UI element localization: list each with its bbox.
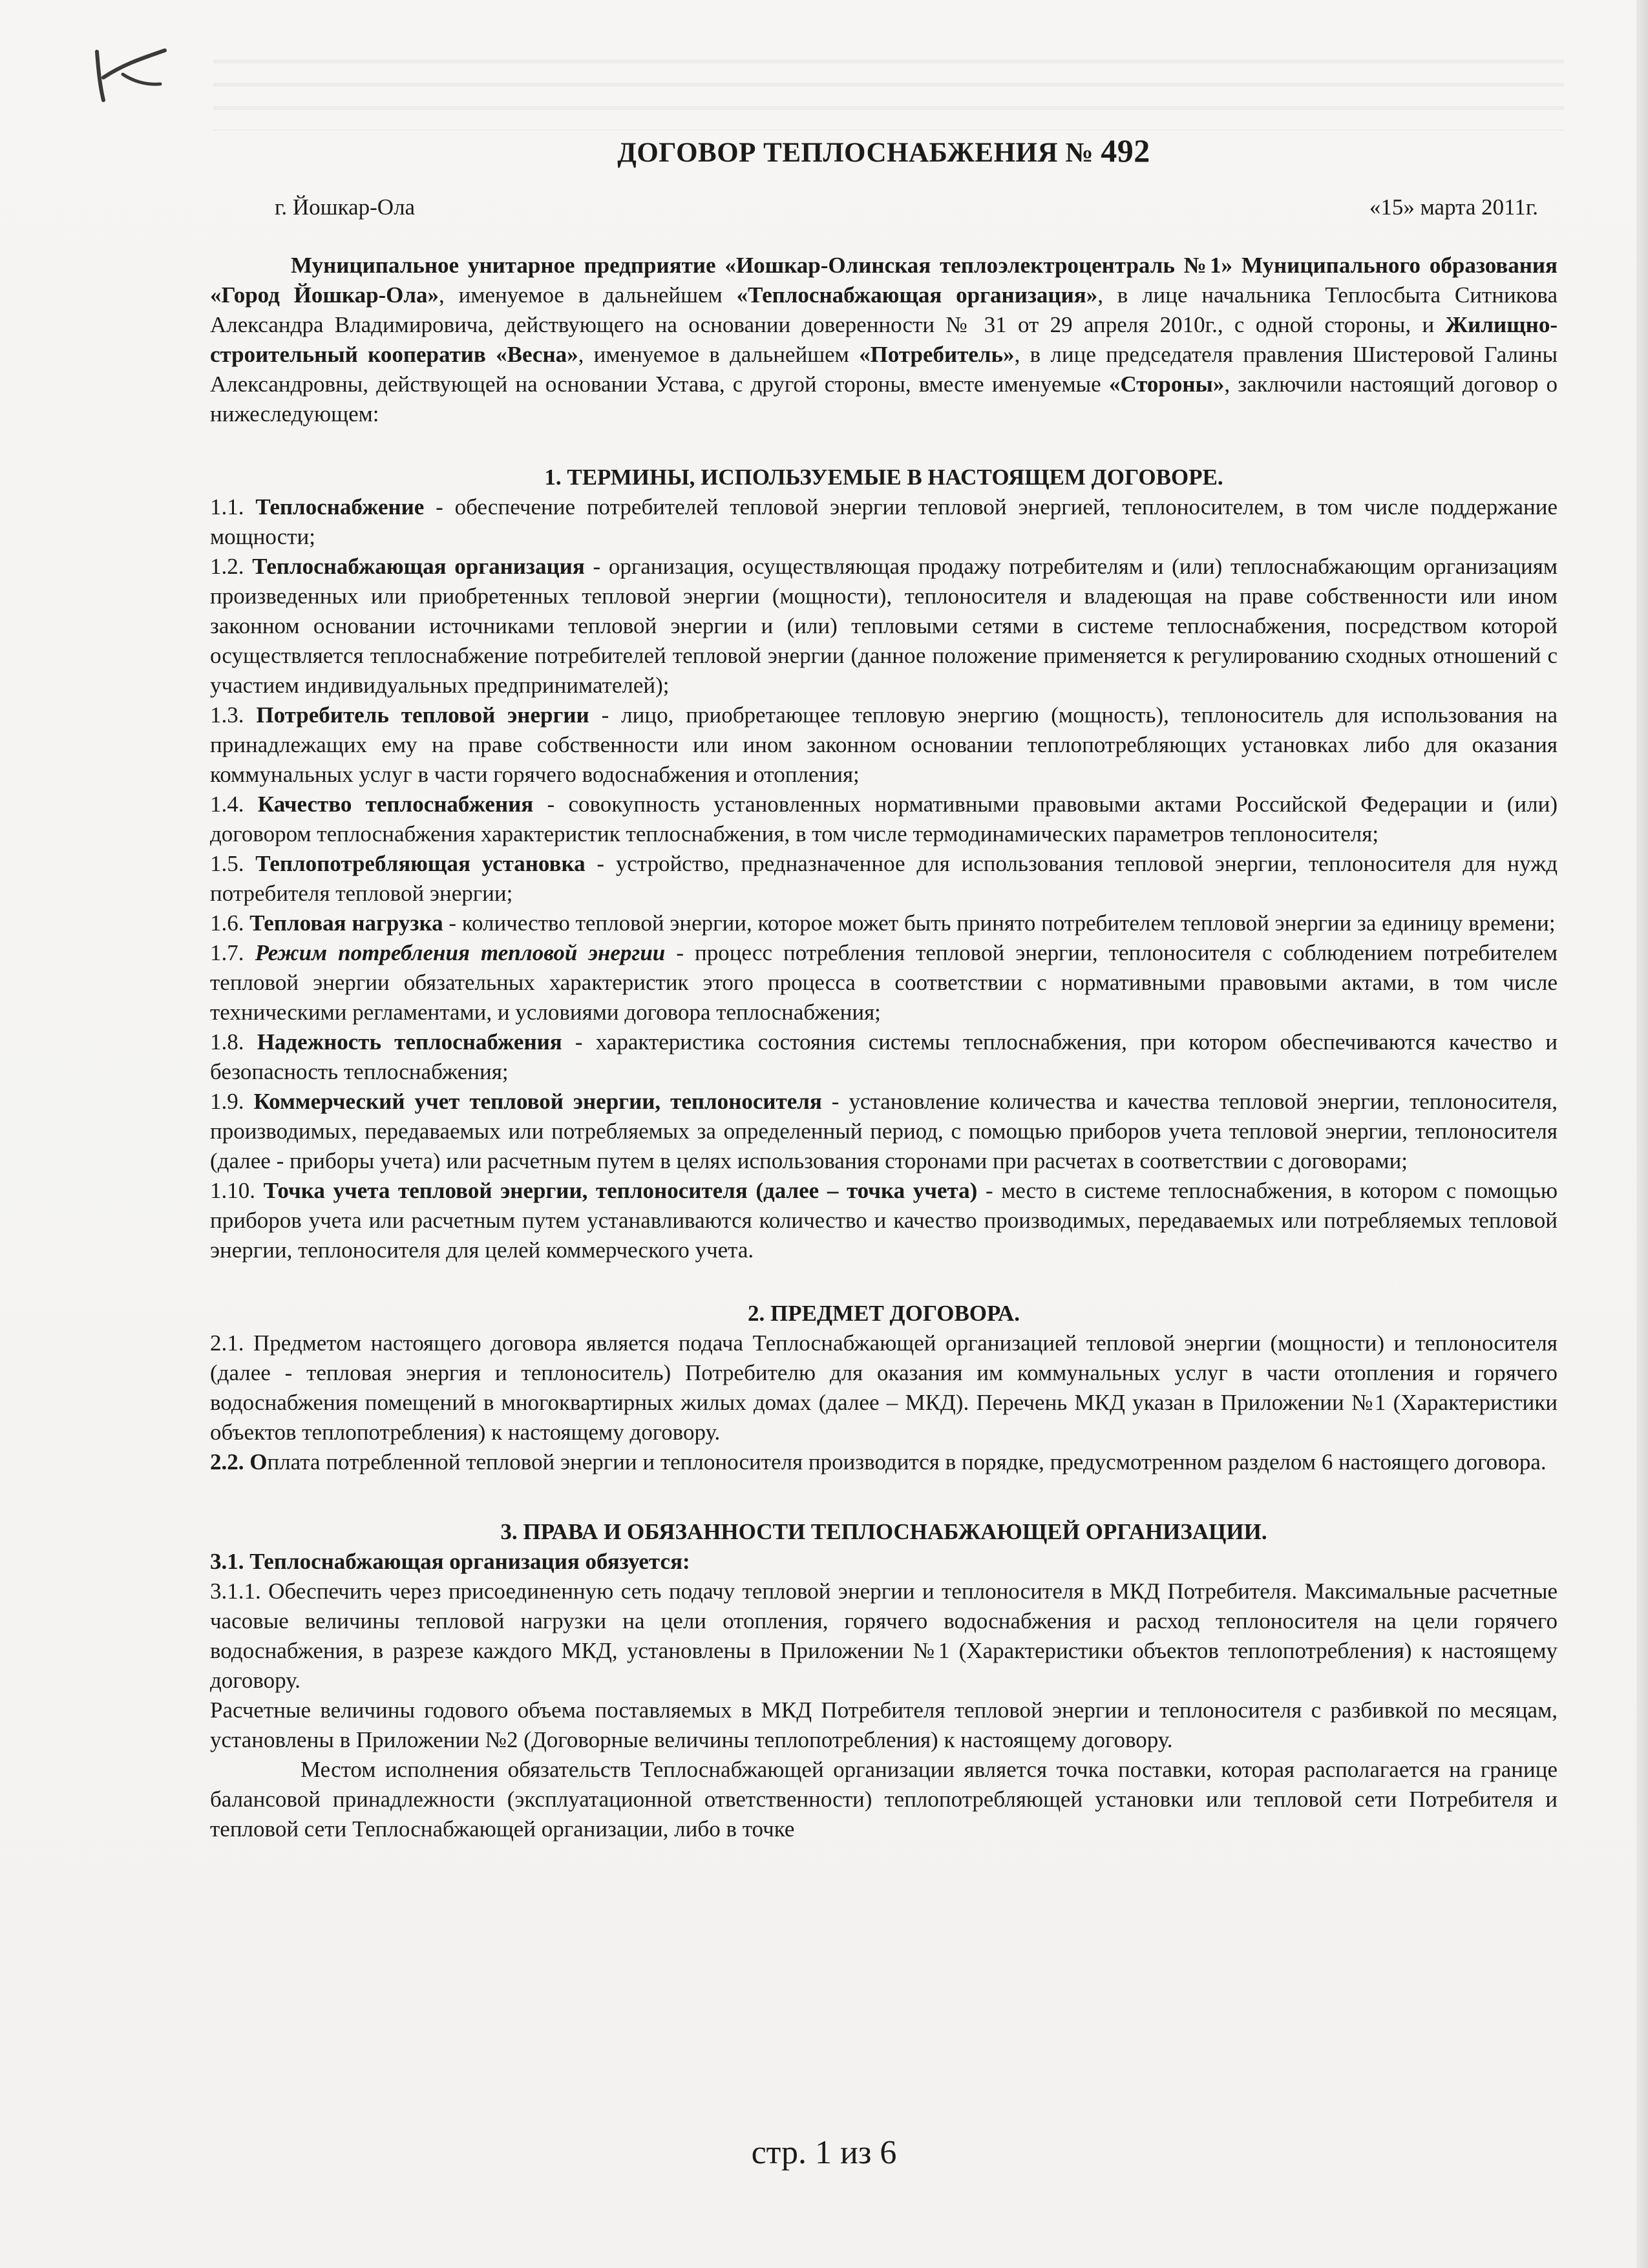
section-1-terms (210, 492, 1558, 1265)
clause-number: 2.1. (210, 1330, 244, 1356)
term-item (210, 552, 1558, 700)
term-item (210, 1176, 1558, 1265)
term-definition: - обеспечение потребителей тепловой энергии тепловой энергией, теплоносителем, в том числе поддержание мощности; (210, 494, 1558, 549)
clause-3-1-1: 3.1.1. Обеспечить через присоединенную сеть подачу тепловой энергии и теплоносителя в МКД Потребителя. Максимальные расчетные часовые величины тепловой нагрузки на цели отопления, горячего водоснабжения и расход теплоносителя на цели горячего водоснабжения, в разрезе каждого МКД, установлены в Приложении №1 (Характеристики объектов теплопотребления) к настоящему договору. (210, 1579, 1558, 1693)
term-item (210, 1027, 1558, 1087)
place-date-line (275, 193, 1538, 222)
preamble (210, 251, 1558, 429)
term-definition: - организация, осуществляющая продажу потребителям и (или) теплоснабжающим организациям произведенных или приобретенных тепловой энергии (мощности), теплоносителя и владеющая на праве собственности или ином законном основании источниками тепловой энергии и (или) тепловыми сетями в системе теплоснабжения, посредством которой осуществляется теплоснабжение потребителей тепловой энергии (данное положение применяется к регулированию сходных отношений с участием индивидуальных предпринимателей); (210, 554, 1558, 698)
preamble-text: , заключили настоящий договор о нижеследующем: (210, 372, 1558, 426)
party-2-name: Жилищно-строительный кооператив «Весна» (210, 312, 1558, 367)
handwritten-mark-icon (84, 39, 174, 110)
term-definition: - совокупность установленных нормативными правовыми актами Российской Федерации и (или) договором теплоснабжения характеристик теплоснабжения, в том числе термодинамических параметров теплоносителя; (210, 792, 1558, 846)
term-item (210, 908, 1558, 938)
section-3-heading: 3. ПРАВА И ОБЯЗАННОСТИ ТЕПЛОСНАБЖАЮЩЕЙ ОРГАНИЗАЦИИ. (500, 1519, 1267, 1544)
term-definition: - количество тепловой энергии, которое может быть принято потребителем тепловой энергии за единицу времени; (443, 910, 1556, 936)
clause-3-1-1-place: Местом исполнения обязательств Теплоснабжающей организации является точка поставки, которая располагается на границе балансовой принадлежности (эксплуатационной ответственности) теплопотребляющей установки или тепловой сети Потребителя и тепловой сети Теплоснабжающей организации, либо в точке (210, 1757, 1558, 1842)
clause-3-1-1-volumes: Расчетные величины годового объема поставляемых в МКД Потребителя тепловой энергии и теплоносителя с разбивкой по месяцам, установлены в Приложении №2 (Договорные величины теплопотребления) к настоящему договору. (210, 1697, 1558, 1752)
term-name: Потребитель тепловой энергии (256, 702, 589, 728)
term-number: 1.3. (210, 702, 257, 728)
term-definition: - характеристика состояния системы теплоснабжения, при котором обеспечиваются качество и безопасность теплоснабжения; (210, 1029, 1558, 1084)
term-definition: - лицо, приобретающее тепловую энергию (мощность), теплоноситель для использования на принадлежащих ему на праве собственности или ином законном основании теплопотребляющих установках либо для оказания коммунальных услуг в части горячего водоснабжения и отопления; (210, 702, 1558, 787)
term-item (210, 790, 1558, 849)
term-number: 1.4. (210, 792, 258, 817)
term-number: 1.8. (210, 1029, 257, 1055)
term-number: 1.7. (210, 940, 255, 965)
term-definition: - устройство, предназначенное для использования тепловой энергии, теплоносителя для нужд потребителя тепловой энергии; (210, 851, 1558, 906)
term-name: Теплоснабжающая организация (252, 554, 585, 579)
term-number: 1.1. (210, 494, 256, 520)
term-item (210, 849, 1558, 908)
term-number: 1.2. (210, 554, 253, 579)
preamble-text: , в лице начальника Теплосбыта Ситникова Александра Владимировича, действующего на основании доверенности № 31 от 29 апреля 2010г., с одной стороны, и (210, 282, 1558, 337)
term-number: 1.6. (210, 910, 250, 936)
page-footer: стр. 1 из 6 (751, 2134, 897, 2171)
term-number: 1.9. (210, 1089, 254, 1114)
term-definition: - установление количества и качества тепловой энергии, теплоносителя, производимых, передаваемых или потребляемых за определенный период, с помощью приборов учета тепловой энергии, теплоносителя (далее - приборы учета) или расчетным путем в целях использования сторонами при расчетах в соответствии с договорами; (210, 1089, 1558, 1173)
preamble-text: , в лице председателя правления Шистеровой Галины Александровны, действующей на основании Устава, с другой стороны, вместе именуемые (210, 342, 1558, 397)
clause-text: Предметом настоящего договора является подача Теплоснабжающей организацией тепловой энергии (мощности) и теплоносителя (далее - тепловая энергия и теплоноситель) Потребителю для оказания им коммунальных услуг в части отопления и горячего водоснабжения помещений в многоквартирных жилых домах (далее – МКД). Перечень МКД указан в Приложении №1 (Характеристики объектов теплопотребления) к настоящему договору. (210, 1330, 1558, 1445)
title-prefix: ДОГОВОР ТЕПЛОСНАБЖЕНИЯ № (617, 138, 1093, 168)
preamble-text: , именуемое в дальнейшем (439, 282, 737, 308)
clause-number: 2.2. О (210, 1449, 268, 1475)
clause-heading: 3.1. Теплоснабжающая организация обязуется: (210, 1549, 690, 1574)
contract-date: «15» марта 2011г. (1369, 194, 1538, 220)
term-item (210, 938, 1558, 1027)
term-name: Тепловая нагрузка (249, 910, 443, 936)
section-2-heading: 2. ПРЕДМЕТ ДОГОВОРА. (748, 1301, 1020, 1326)
term-name: Теплоснабжение (255, 494, 425, 520)
page-edge (1636, 0, 1648, 2268)
clause-2-1 (210, 1328, 1558, 1447)
city: г. Йошкар-Ола (275, 194, 416, 220)
document-title (210, 132, 1558, 169)
term-name: Надежность теплоснабжения (257, 1029, 562, 1055)
clause-2-2 (210, 1447, 1558, 1477)
term-name: Точка учета тепловой энергии, теплоносителя (далее – точка учета) (263, 1178, 978, 1203)
preamble-text: , именуемое в дальнейшем (578, 342, 860, 367)
term-number: 1.5. (210, 851, 256, 876)
clause-3-1 (210, 1547, 1558, 1577)
term-name: Качество теплоснабжения (257, 792, 534, 817)
term-item (210, 700, 1558, 790)
term-number: 1.10. (210, 1178, 264, 1203)
party-2-alias: «Потребитель» (859, 342, 1015, 367)
show-through-text (213, 59, 1564, 131)
party-1-alias: «Теплоснабжающая организация» (736, 282, 1098, 308)
clause-text: плата потребленной тепловой энергии и теплоносителя производится в порядке, предусмотренном разделом 6 настоящего договора. (267, 1449, 1547, 1475)
term-name: Теплопотребляющая установка (255, 851, 586, 876)
parties-alias: «Стороны» (1108, 372, 1225, 397)
section-1-heading: 1. ТЕРМИНЫ, ИСПОЛЬЗУЕМЫЕ В НАСТОЯЩЕМ ДОГОВОРЕ. (544, 465, 1223, 490)
term-item (210, 1087, 1558, 1176)
term-name: Режим потребления тепловой энергии (255, 940, 666, 965)
term-item (210, 492, 1558, 552)
term-definition: - место в системе теплоснабжения, в котором с помощью приборов учета или расчетным путем устанавливаются количество и качество производимых, передаваемых или потребляемых тепловой энергии, теплоносителя для целей коммерческого учета. (210, 1178, 1558, 1263)
term-name: Коммерческий учет тепловой энергии, теплоносителя (253, 1089, 822, 1114)
term-definition: - процесс потребления тепловой энергии, теплоносителя с соблюдением потребителем тепловой энергии обязательных характеристик этого процесса в соответствии с нормативными правовыми актами, в том числе техническими регламентами, и условиями договора теплоснабжения; (210, 940, 1558, 1025)
document-body (210, 132, 1558, 1844)
party-1-name: Муниципальное унитарное предприятие «Иошкар-Олинская теплоэлектроцентраль №1» Муниципального образования «Город Йошкар-Ола» (210, 253, 1558, 308)
contract-number: 492 (1101, 132, 1150, 169)
